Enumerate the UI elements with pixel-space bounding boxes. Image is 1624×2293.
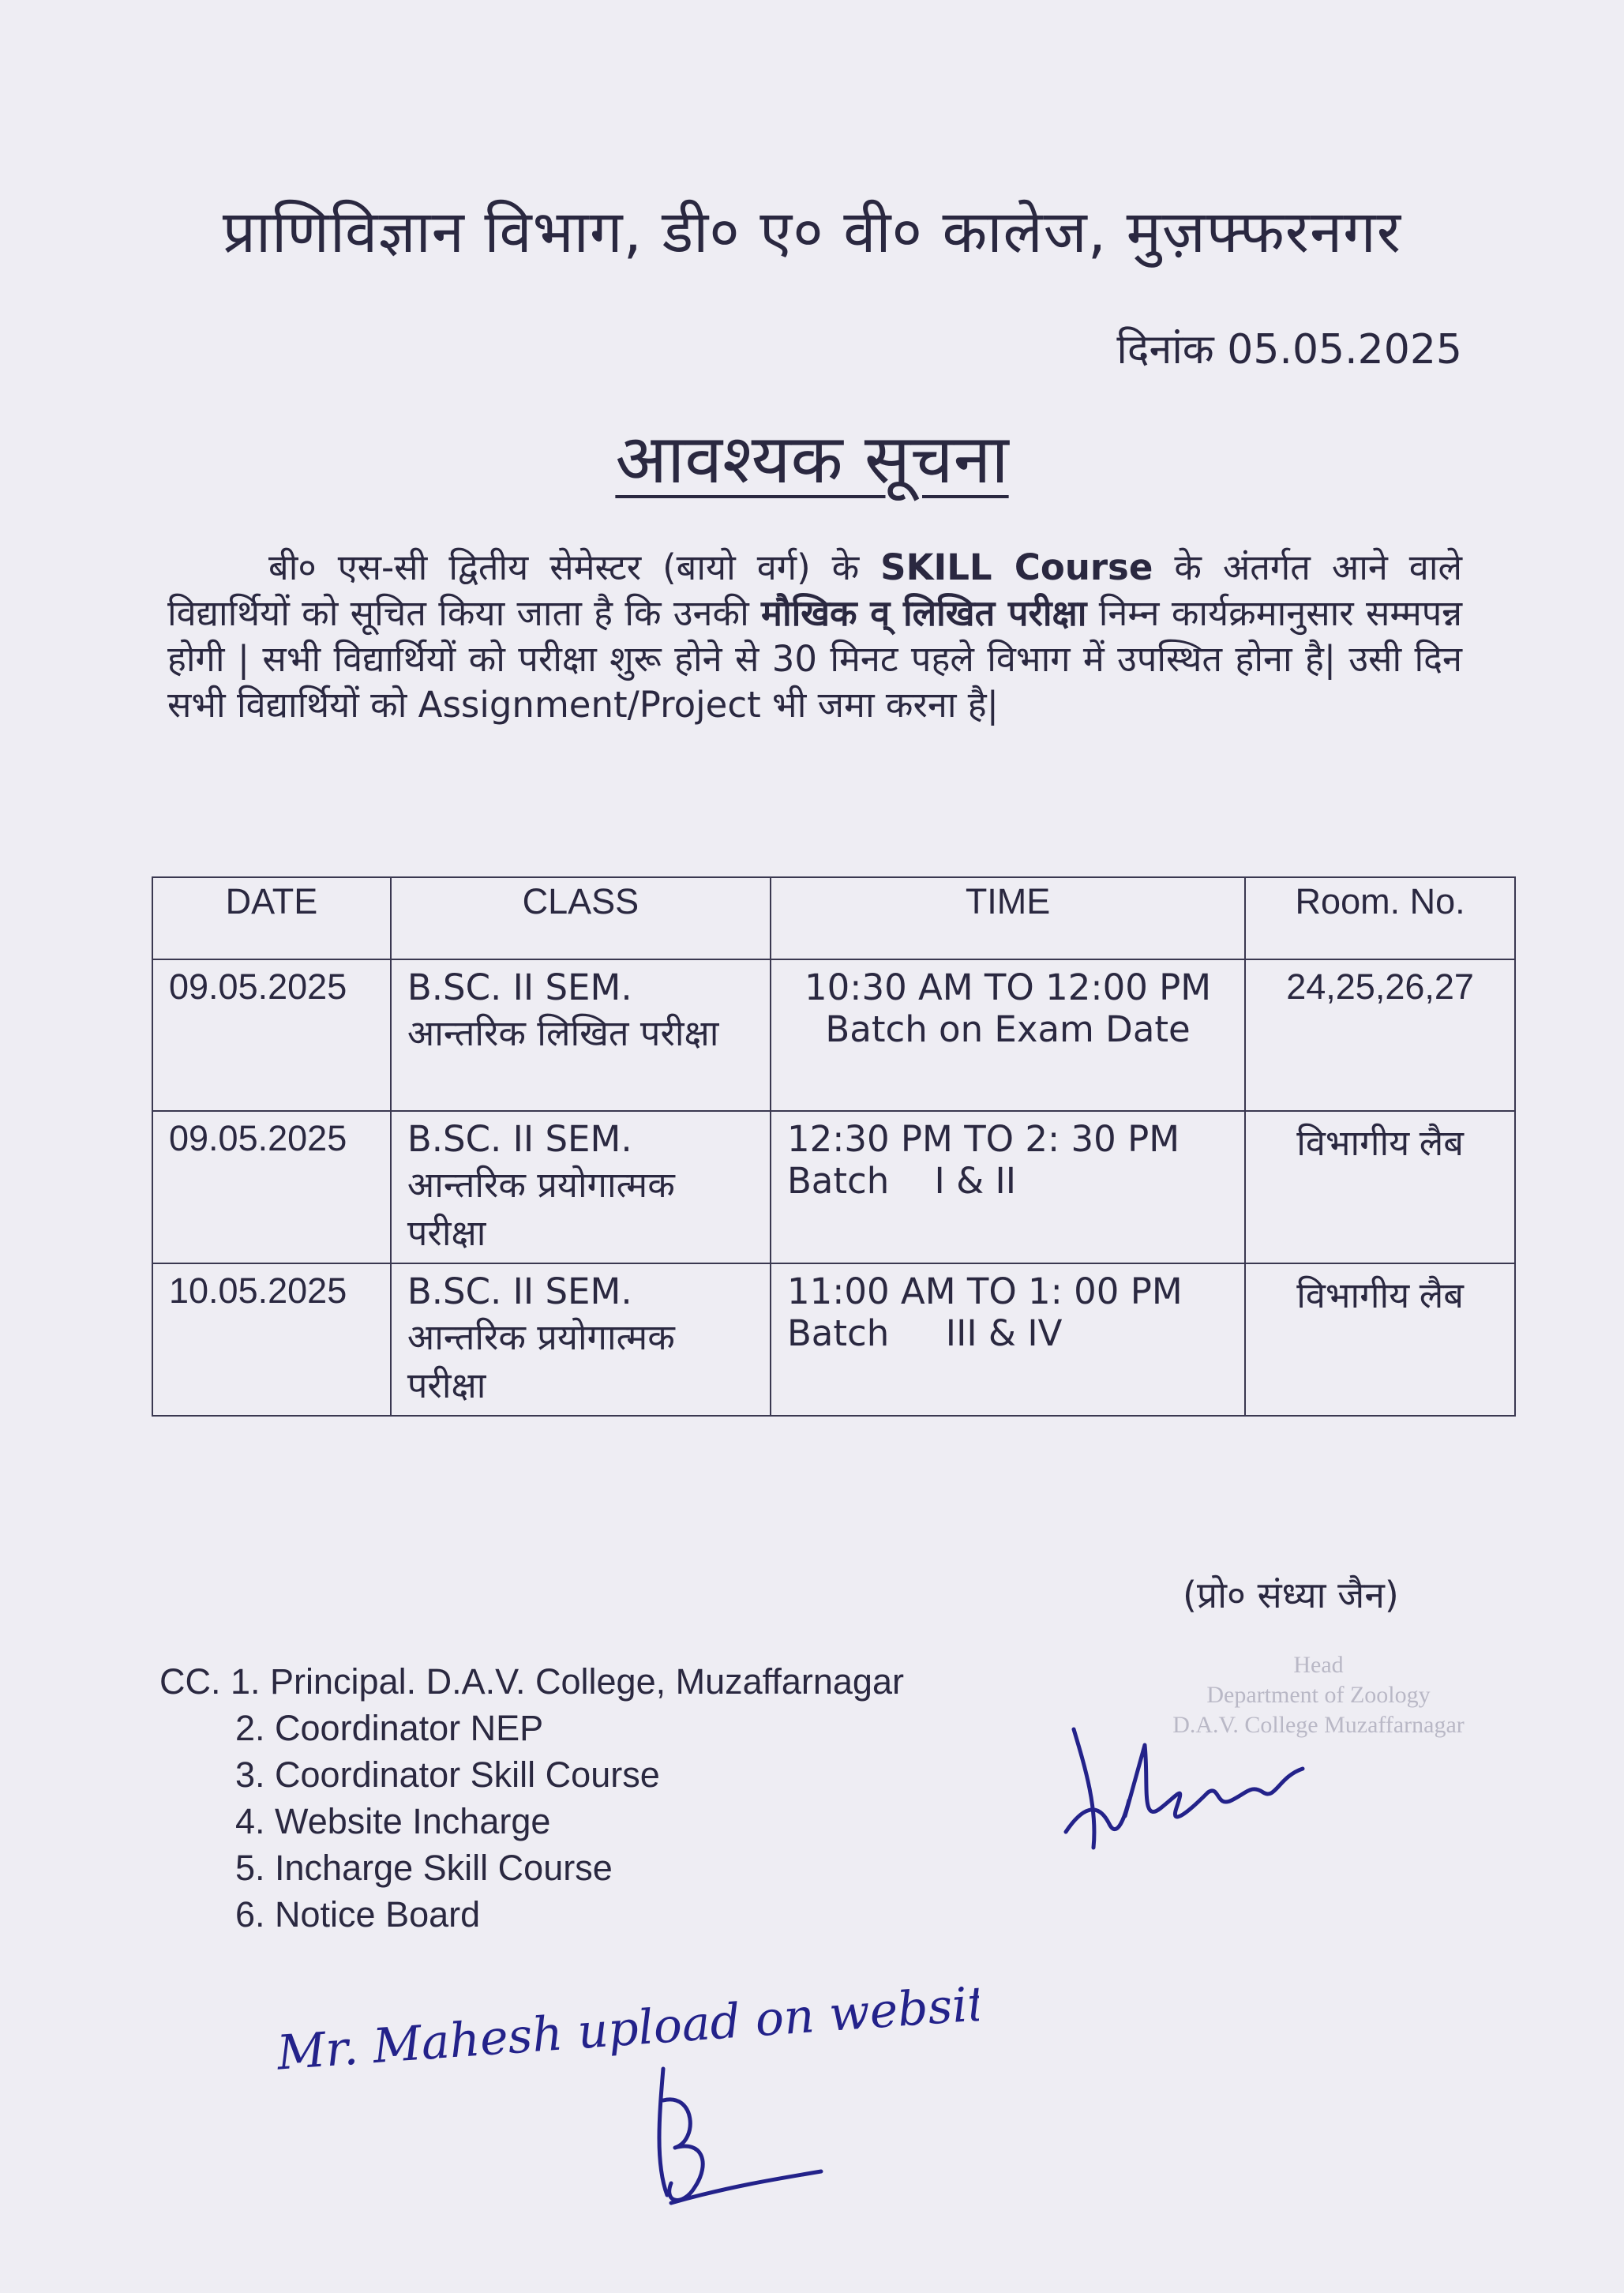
schedule-table: [152, 876, 1516, 1417]
row-class-line2: आन्तरिक प्रयोगात्मक परीक्षा: [407, 1316, 675, 1406]
row-date: 09.05.2025: [152, 1111, 391, 1263]
handwritten-signature: [1050, 1713, 1350, 1871]
row-class: [391, 1263, 771, 1416]
row-room: 24,25,26,27: [1245, 959, 1515, 1111]
cc-item: 3. Coordinator Skill Course: [235, 1754, 660, 1795]
cc-item: 2. Coordinator NEP: [235, 1708, 544, 1748]
row-room: विभागीय लैब: [1245, 1263, 1515, 1416]
stamp-line2: Department of Zoology: [1206, 1682, 1431, 1708]
row-class: [391, 1111, 771, 1263]
stamp-line3: D.A.V. College Muzaffarnagar: [1172, 1712, 1465, 1738]
table-row: [152, 1263, 1515, 1416]
department-heading: प्राणिविज्ञान विभाग, डी० ए० वी० कालेज, मुज़फ्फरनगर: [222, 198, 1402, 266]
initial-signature: [639, 2053, 845, 2227]
row-time: [771, 959, 1245, 1111]
row-class-line2: आन्तरिक लिखित परीक्षा: [407, 1012, 719, 1054]
notice-bold-exam: मौखिक व् लिखित परीक्षा: [761, 592, 1087, 634]
row-time-line1: 12:30 PM TO 2: 30 PM: [786, 1118, 1180, 1160]
stamp-line1: Head: [1293, 1652, 1344, 1678]
signatory-name: (प्रो० संध्या जैन): [1183, 1574, 1399, 1616]
row-time: [771, 1263, 1245, 1416]
cc-item: CC. 1. Principal. D.A.V. College, Muzaffarnagar: [159, 1661, 904, 1702]
notice-body: [167, 545, 1462, 728]
row-class-line1: B.SC. II SEM.: [407, 1270, 632, 1312]
row-class-line2: आन्तरिक प्रयोगात्मक परीक्षा: [407, 1164, 675, 1254]
row-time-line2: Batch I & II: [786, 1160, 1017, 1202]
table-row: [152, 1111, 1515, 1263]
notice-subject: [0, 411, 1624, 503]
row-class-line1: B.SC. II SEM.: [407, 966, 632, 1008]
header-date: DATE: [152, 877, 391, 959]
row-date: 09.05.2025: [152, 959, 391, 1111]
handwritten-note-ink: [268, 1982, 979, 2077]
handwritten-note-text: Mr. Mahesh upload on website: [275, 1982, 979, 2077]
row-time-line2: Batch III & IV: [786, 1312, 1063, 1354]
row-class-line1: B.SC. II SEM.: [407, 1118, 632, 1160]
notice-date: दिनांक 05.05.2025: [1116, 326, 1462, 373]
table-header-row: [152, 877, 1515, 959]
handwritten-note: [268, 1982, 979, 2080]
row-class: [391, 959, 771, 1111]
row-time-line1: 10:30 AM TO 12:00 PM: [804, 966, 1212, 1008]
cc-item: 5. Incharge Skill Course: [235, 1848, 613, 1888]
row-time-line2: Batch on Exam Date: [825, 1008, 1191, 1050]
cc-item: 4. Website Incharge: [235, 1801, 551, 1841]
cc-item: 6. Notice Board: [235, 1894, 481, 1935]
notice-part1: बी० एस-सी द्वितीय सेमेस्टर (बायो वर्ग) के: [268, 546, 881, 588]
header-class: CLASS: [391, 877, 771, 959]
row-room: विभागीय लैब: [1245, 1111, 1515, 1263]
notice-bold-course: SKILL Course: [880, 546, 1153, 588]
table-row: [152, 959, 1515, 1111]
cc-list: [159, 1658, 904, 1938]
notice-part2: के अंतर्गत आने वाले विद्यार्थियों को सूचित किया जाता है कि उनकी: [167, 546, 1462, 634]
header-time: TIME: [771, 877, 1245, 959]
notice-part3: निम्न कार्यक्रमानुसार सम्मपन्न होगी | सभी विद्यार्थियों को परीक्षा शुरू होने से 30 मिनट पहले विभाग में उपस्थित होना है| उसी दिन सभी विद्यार्थियों को Assignment/Project भी जमा करना है|: [167, 592, 1463, 726]
subject-text: आवश्यक सूचना: [615, 420, 1009, 499]
row-date: 10.05.2025: [152, 1263, 391, 1416]
header-room: Room. No.: [1245, 877, 1515, 959]
row-time: [771, 1111, 1245, 1263]
row-time-line1: 11:00 AM TO 1: 00 PM: [786, 1270, 1183, 1312]
